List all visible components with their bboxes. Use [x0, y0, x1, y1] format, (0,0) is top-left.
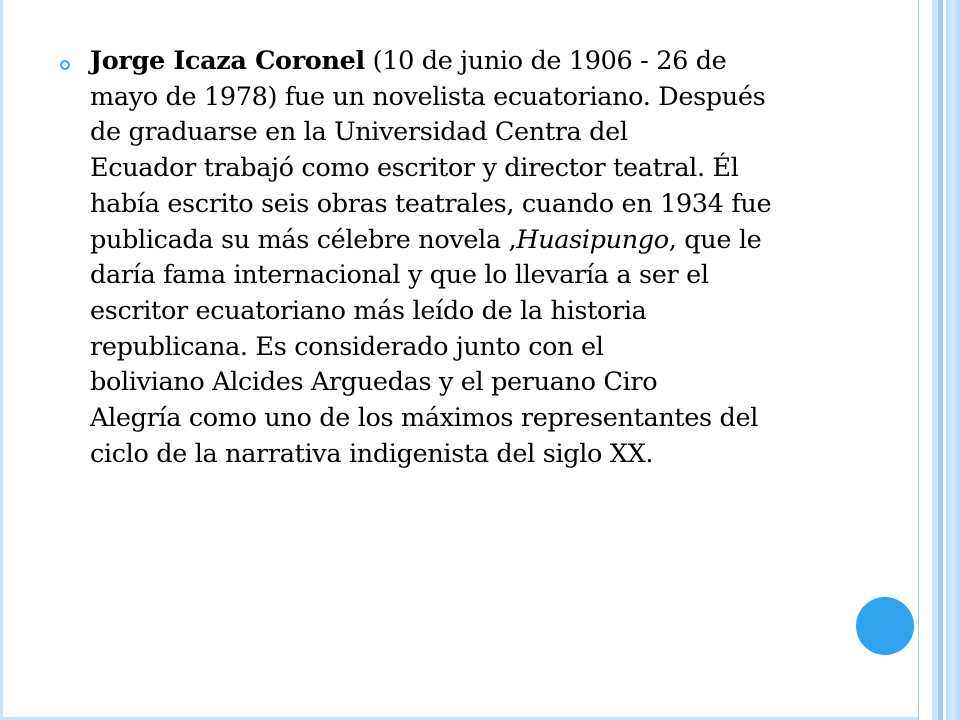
bullet-item — [60, 44, 860, 472]
text-line-7: daría fama internacional y que lo llevaría a ser el — [90, 260, 709, 291]
text-line-6: publicada su más célebre novela ,Huasipungo, que le — [90, 224, 762, 255]
novel-title: Huasipungo — [516, 224, 669, 255]
text-line-1: Jorge Icaza Coronel (10 de junio de 1906 - 26 de — [90, 46, 727, 76]
text-line-9: republicana. Es considerado junto con el — [90, 331, 604, 362]
text-line-2: mayo de 1978) fue un novelista ecuatoriano. Después — [90, 81, 766, 112]
text-line-12: ciclo de la narrativa indigenista del siglo XX. — [90, 438, 654, 469]
biography-paragraph — [90, 44, 771, 472]
text-line-11: Alegría como uno de los máximos representantes del — [90, 403, 759, 434]
text-line-4: Ecuador trabajó como escritor y director teatral. Él — [90, 153, 739, 184]
slide-content — [60, 44, 860, 472]
border-stripe-gap — [918, 0, 932, 720]
border-inner-line — [918, 0, 919, 720]
text-line-10: boliviano Alcides Arguedas y el peruano Ciro — [90, 367, 658, 398]
text-line-8: escritor ecuatoriano más leído de la historia — [90, 295, 647, 326]
text-line-5: había escrito seis obras teatrales, cuando en 1934 fue — [90, 188, 772, 219]
author-name: Jorge Icaza Coronel — [90, 46, 365, 76]
border-stripe-main — [946, 0, 960, 720]
slide-left-border — [0, 0, 3, 720]
text-line-3: de graduarse en la Universidad Centra del — [90, 117, 628, 148]
decorative-right-border — [918, 0, 960, 720]
hollow-circle-bullet-icon — [60, 60, 70, 70]
decorative-circle — [856, 597, 914, 655]
